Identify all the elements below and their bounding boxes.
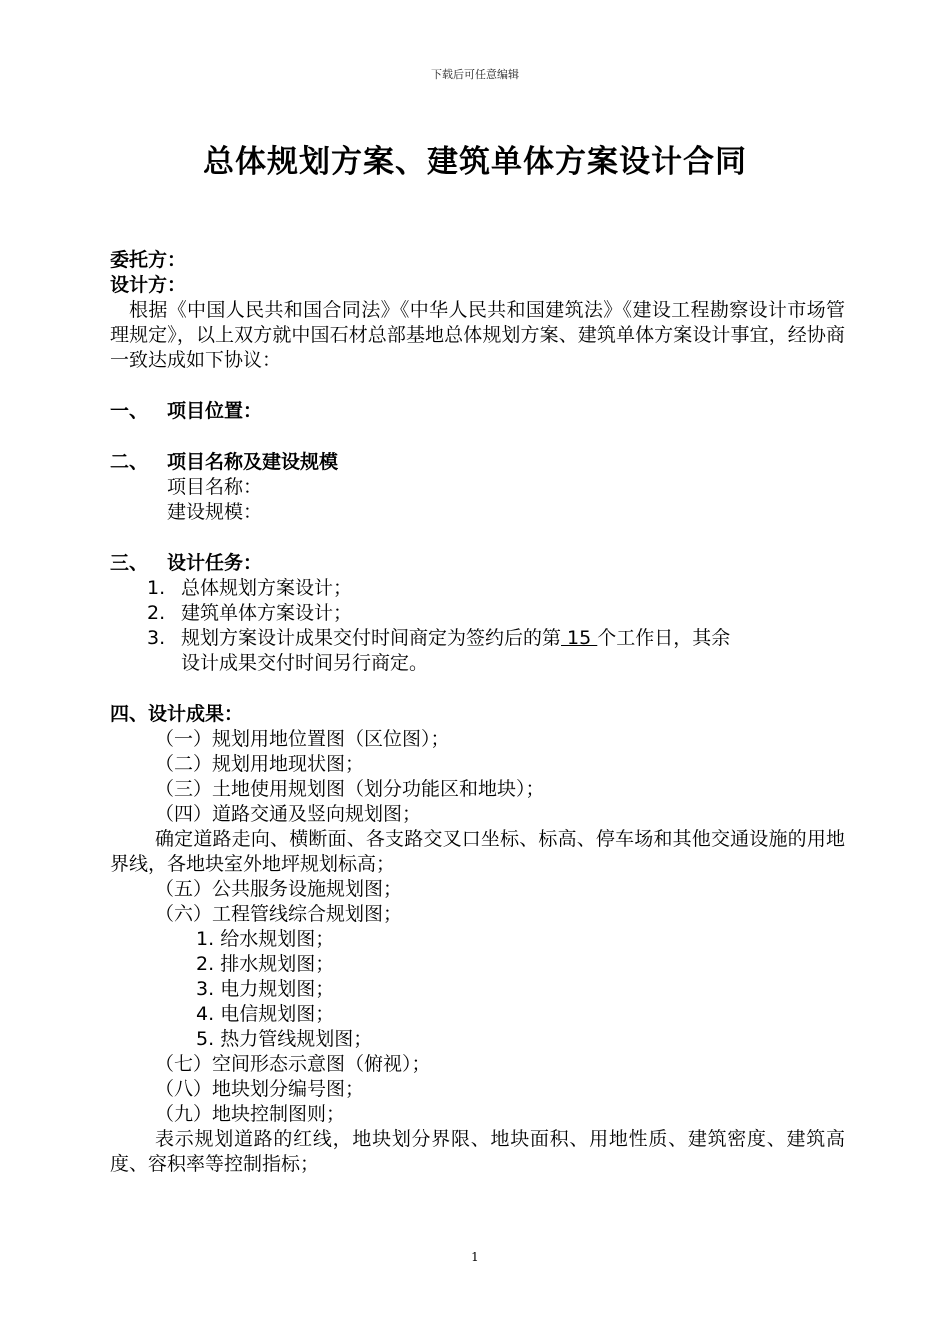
section-2-heading [110,450,845,475]
deliverable-item: （四）道路交通及竖向规划图； [155,803,422,825]
spacer [110,676,845,702]
pipeline-sub-item [110,1002,845,1027]
deliverable-item: （九）地块控制图则； [155,1103,346,1125]
section-2-number: 二、 [110,451,149,473]
task-number: 1. [147,577,166,599]
task-text: 总体规划方案设计； [181,577,353,599]
section-3-title: 设计任务： [167,552,263,574]
pipeline-sub-item [110,952,845,977]
sub-number: 2. [196,953,215,975]
page-header: 下载后可任意编辑 [431,68,519,81]
task-item [110,601,845,626]
spacer [110,525,845,551]
deliverable-description: 表示规划道路的红线，地块划分界限、地块面积、用地性质、建筑密度、建筑高度、容积率等控制指标； [110,1128,845,1175]
deliverable-item: （八）地块划分编号图； [155,1078,365,1100]
section-2-title: 项目名称及建设规模 [167,451,339,473]
deliverable-item: （七）空间形态示意图（俯视）； [155,1053,431,1075]
document-title: 总体规划方案、建筑单体方案设计合同 [203,144,747,180]
sub-text: 排水规划图； [220,953,335,975]
sub-text: 电力规划图； [220,978,335,1000]
sub-text: 给水规划图； [220,928,335,950]
section-1-title: 项目位置： [167,400,263,422]
sub-number: 3. [196,978,215,1000]
task-item [110,626,845,651]
page-number: 1 [471,1250,479,1264]
task-text: 个工作日，其余 [597,627,731,649]
deliverable-item: （五）公共服务设施规划图； [155,878,403,900]
delivery-days-field: 15 [561,627,598,649]
section-3-heading [110,551,845,576]
section-1-number: 一、 [110,400,149,422]
deliverable-item: （一）规划用地位置图（区位图）； [155,728,450,750]
project-scale-label: 建设规模： [167,501,263,523]
project-name-label: 项目名称： [167,476,263,498]
deliverable-item: （六）工程管线综合规划图； [155,903,403,925]
spacer [110,373,845,399]
sub-number: 5. [196,1028,215,1050]
spacer [110,424,845,450]
task-item [110,576,845,601]
section-1-heading [110,399,845,424]
sub-text: 热力管线规划图； [220,1028,373,1050]
section-3-number: 三、 [110,552,149,574]
sub-number: 1. [196,928,215,950]
sub-text: 电信规划图； [220,1003,335,1025]
pipeline-sub-item [110,977,845,1002]
deliverable-item: （二）规划用地现状图； [155,753,365,775]
section-4-heading: 四、设计成果： [110,703,244,725]
pipeline-sub-item [110,1027,845,1052]
client-label: 委托方： [110,249,187,271]
intro-paragraph: 根据《中国人民共和国合同法》《中华人民共和国建筑法》《建设工程勘察设计市场管理规定》，以上双方就中国石材总部基地总体规划方案、建筑单体方案设计事宜，经协商一致达成如下协议： [110,299,845,371]
deliverable-item: （三）土地使用规划图（划分功能区和地块）； [155,778,545,800]
document-body [110,248,845,1177]
pipeline-sub-item [110,927,845,952]
task-text: 规划方案设计成果交付时间商定为签约后的第 [181,627,562,649]
task-continuation: 设计成果交付时间另行商定。 [181,652,429,674]
designer-label: 设计方： [110,274,187,296]
task-text: 建筑单体方案设计； [181,602,353,624]
task-number: 2. [147,602,166,624]
deliverable-description: 确定道路走向、横断面、各支路交叉口坐标、标高、停车场和其他交通设施的用地界线，各地块室外地坪规划标高； [110,828,845,875]
task-number: 3. [147,627,166,649]
sub-number: 4. [196,1003,215,1025]
